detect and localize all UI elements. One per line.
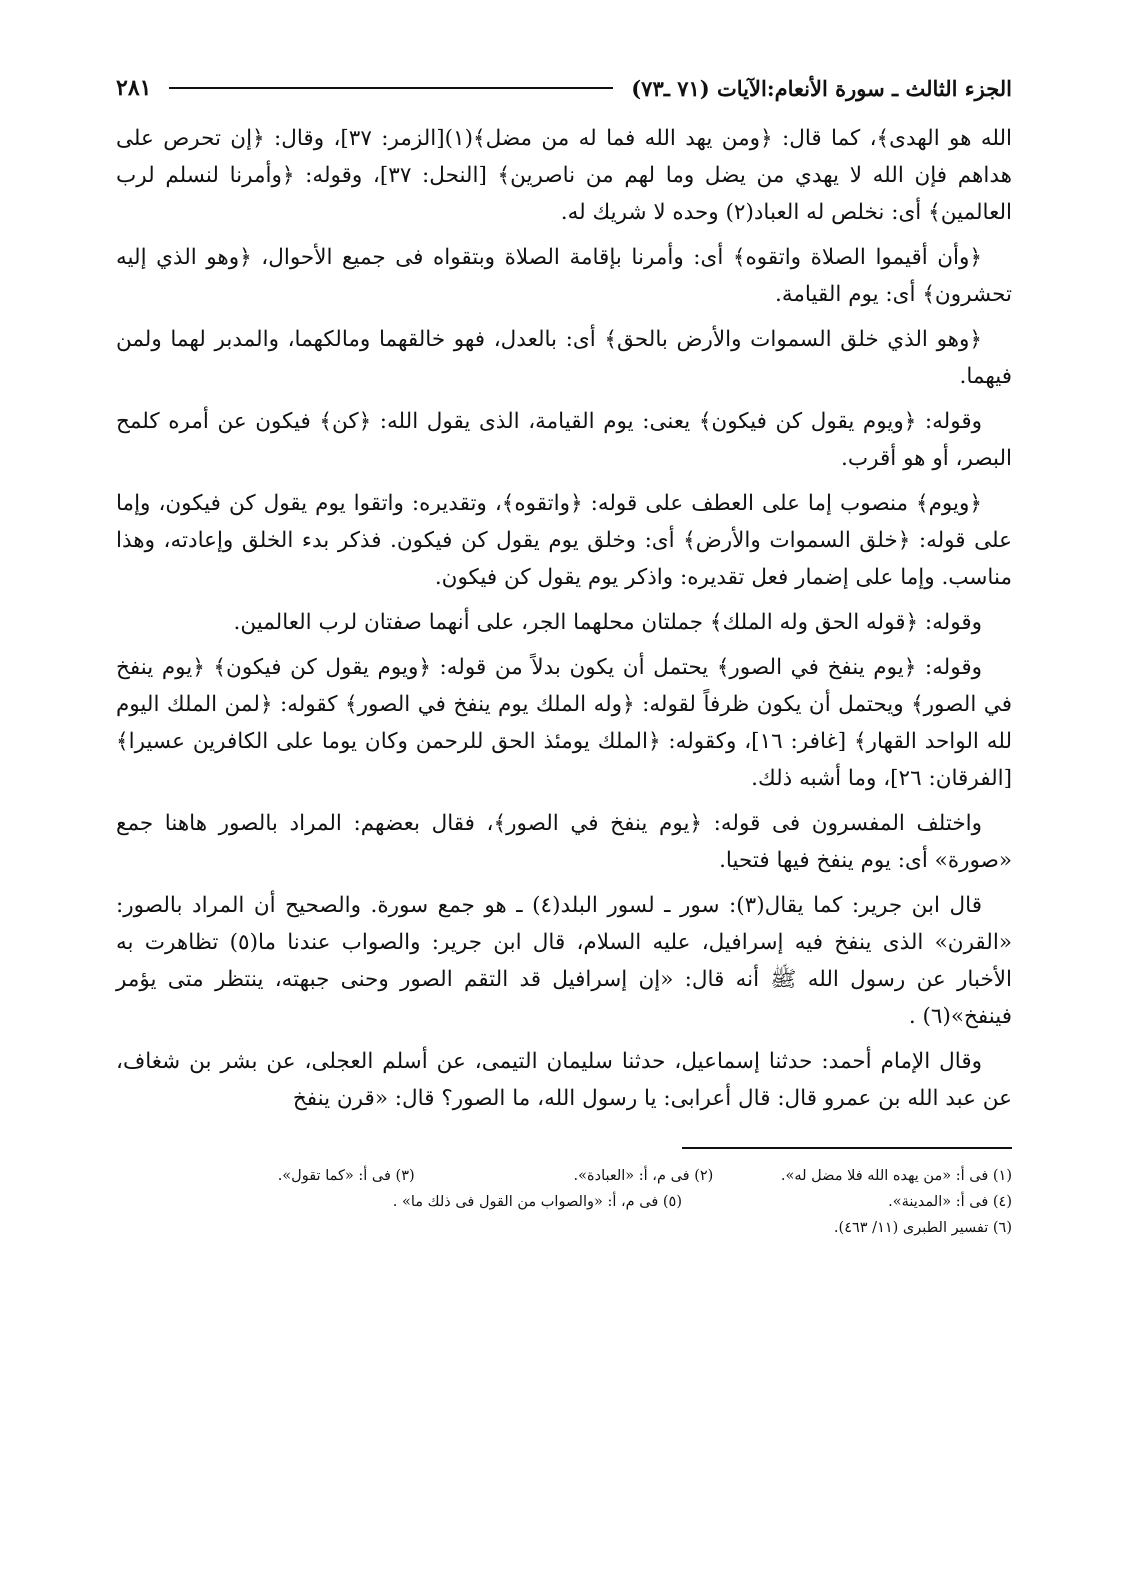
body-text [116,120,1012,1117]
running-title: الجزء الثالث ـ سورة الأنعام:الآيات (٧١ ـ٧٣) [631,75,1012,101]
page-number: ٢٨١ [116,75,152,101]
footnote-rule [682,1147,1012,1149]
paragraph: ﴿وأن أقيموا الصلاة واتقوه﴾ أى: وأمرنا بإقامة الصلاة وبتقواه فى جميع الأحوال، ﴿وهو الذي إليه تحشرون﴾ أى: يوم القيامة. [116,245,1012,307]
paragraph: ﴿وهو الذي خلق السموات والأرض بالحق﴾ أى: بالعدل، فهو خالقهما ومالكهما، والمدبر لهما ولمن فيهما. [116,327,1012,389]
footnote: (١) فى أ: «من يهده الله فلا مضل له». [780,1168,1012,1184]
footnote: (٤) فى أ: «المدينة». [888,1194,1012,1210]
footnote: (٢) فى م، أ: «العبادة». [573,1168,714,1184]
footnote-row [116,1215,1012,1241]
header-rule [169,87,613,89]
footnotes [116,1163,1012,1241]
paragraph: قال ابن جرير: كما يقال(٣): سور ـ لسور البلد(٤) ـ هو جمع سورة. والصحيح أن المراد بالصور: «القرن» الذى ينفخ فيه إسرافيل، عليه السلام، قال ابن جرير: والصواب عندنا ما(٥) تظاهرت به الأخبار عن رسول الله ﷺ أنه قال: «إن إسرافيل قد التقم الصور وحنى جبهته، ينتظر متى يؤمر فينفخ»(٦) . [116,893,1012,1029]
footnote: (٣) فى أ: «كما تقول». [277,1168,415,1184]
footnote: (٦) تفسير الطبرى (١١/ ٤٦٣). [833,1220,1012,1236]
footnote: (٥) فى م، أ: «والصواب من القول فى ذلك ما» . [392,1194,682,1210]
paragraph: وقوله: ﴿ويوم يقول كن فيكون﴾ يعنى: يوم القيامة، الذى يقول الله: ﴿كن﴾ فيكون عن أمره كلمح البصر، أو هو أقرب. [116,409,1012,471]
paragraph: واختلف المفسرون فى قوله: ﴿يوم ينفخ في الصور﴾، فقال بعضهم: المراد بالصور هاهنا جمع «صورة» أى: يوم ينفخ فيها فتحيا. [116,811,1012,873]
paragraph: وقوله: ﴿يوم ينفخ في الصور﴾ يحتمل أن يكون بدلاً من قوله: ﴿ويوم يقول كن فيكون﴾ ﴿يوم ينفخ في الصور﴾ ويحتمل أن يكون ظرفاً لقوله: ﴿وله الملك يوم ينفخ في الصور﴾ كقوله: ﴿لمن الملك اليوم لله الواحد القهار﴾ [غافر: ١٦]، وكقوله: ﴿الملك يومئذ الحق للرحمن وكان يوما على الكافرين عسيرا﴾ [الفرقان: ٢٦]، وما أشبه ذلك. [116,655,1012,791]
footnote-row [116,1163,1012,1189]
footnote-row [116,1189,1012,1215]
paragraph: وقال الإمام أحمد: حدثنا إسماعيل، حدثنا سليمان التيمى، عن أسلم العجلى، عن بشر بن شغاف، عن عبد الله بن عمرو قال: قال أعرابى: يا رسول الله، ما الصور؟ قال: «قرن ينفخ [116,1049,1012,1111]
paragraph: الله هو الهدى﴾، كما قال: ﴿ومن يهد الله فما له من مضل﴾(١)[الزمر: ٣٧]، وقال: ﴿إن تحرص على هداهم فإن الله لا يهدي من يضل وما لهم من ناصرين﴾ [النحل: ٣٧]، وقوله: ﴿وأمرنا لنسلم لرب العالمين﴾ أى: نخلص له العباد(٢) وحده لا شريك له. [116,126,1012,225]
paragraph: وقوله: ﴿قوله الحق وله الملك﴾ جملتان محلهما الجر، على أنهما صفتان لرب العالمين. [233,610,982,635]
page-header [116,66,1012,110]
paragraph: ﴿ويوم﴾ منصوب إما على العطف على قوله: ﴿واتقوه﴾، وتقديره: واتقوا يوم يقول كن فيكون، وإما على قوله: ﴿خلق السموات والأرض﴾ أى: وخلق يوم يقول كن فيكون. فذكر بدء الخلق وإعادته، وهذا مناسب. وإما على إضمار فعل تقديره: واذكر يوم يقول كن فيكون. [116,491,1012,590]
